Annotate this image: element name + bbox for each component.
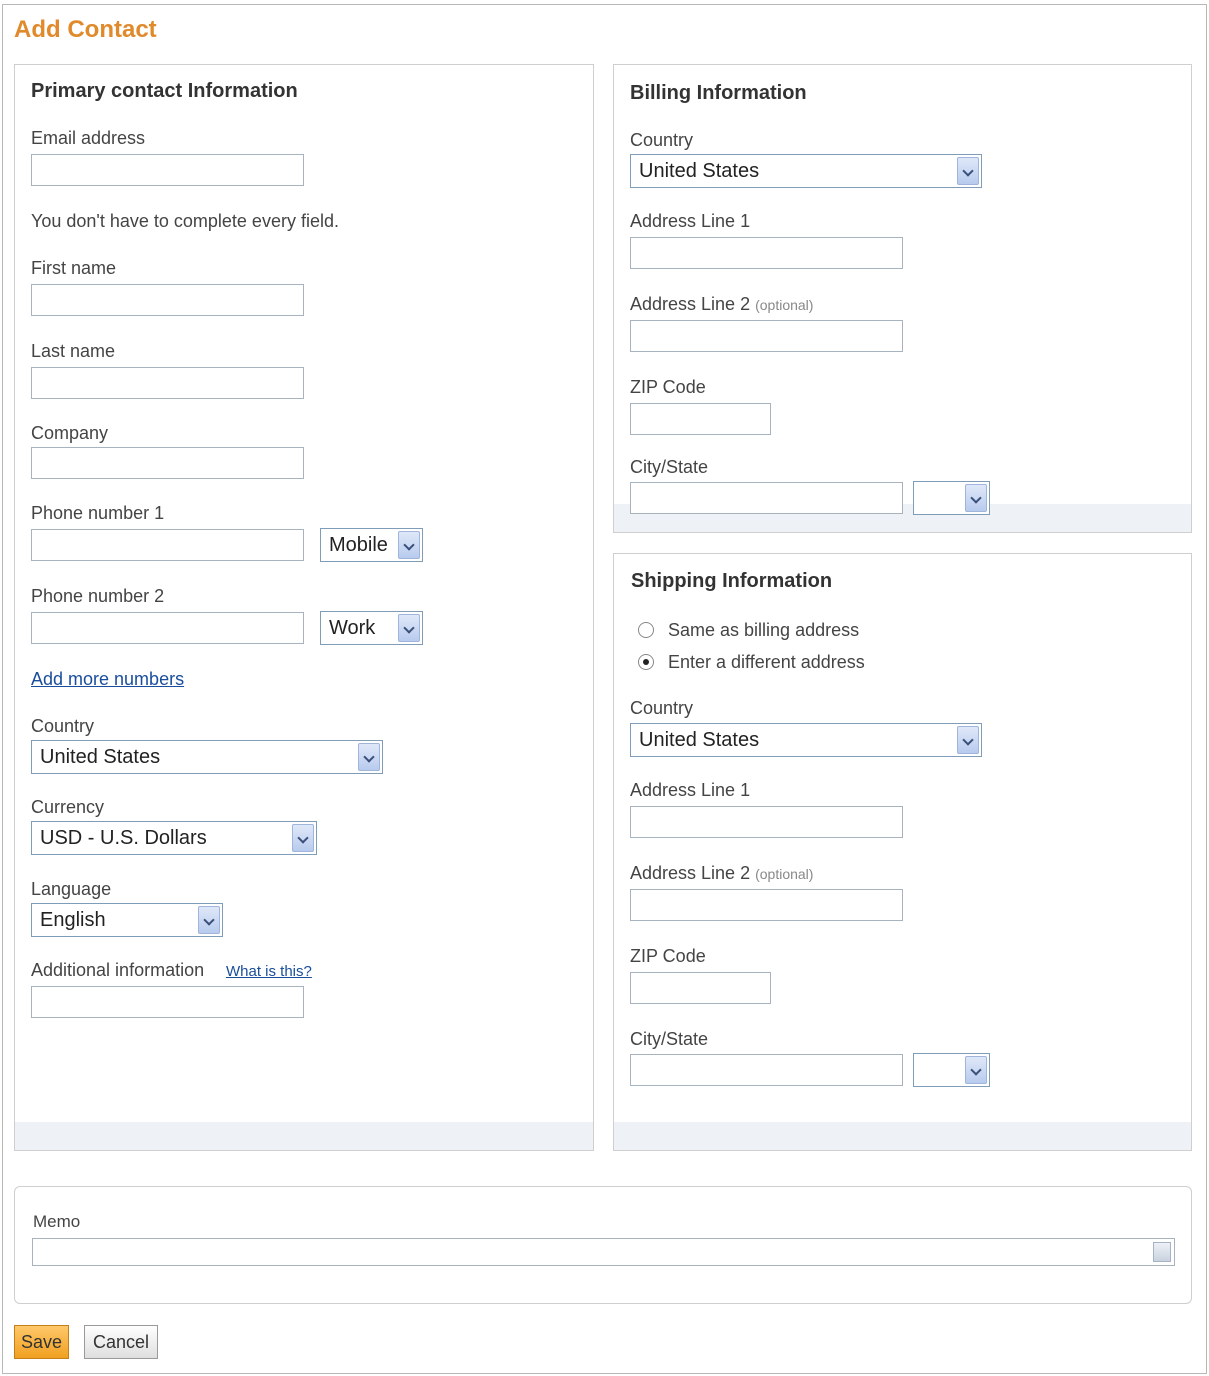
currency-label: Currency [31,797,105,817]
different-address-radio[interactable] [638,654,654,670]
phone1-type-select[interactable] [320,528,423,562]
shipping-address2-label [630,863,813,884]
shipping-city-field[interactable] [630,1054,903,1086]
first-name-label: First name [31,258,117,278]
phone2-label: Phone number 2 [31,586,165,606]
save-button[interactable]: Save [14,1325,69,1359]
different-address-label: Enter a different address [668,652,865,672]
country-select[interactable] [31,740,383,774]
primary-contact-heading: Primary contact Information [31,80,298,102]
cancel-button[interactable]: Cancel [84,1325,158,1359]
shipping-country-value: United States [639,729,760,751]
shipping-address1-label: Address Line 1 [630,780,751,800]
phone2-type-select[interactable] [320,611,423,645]
shipping-zip-field[interactable] [630,972,771,1004]
page-title: Add Contact [14,16,157,43]
billing-address2-label [630,294,813,315]
billing-zip-field[interactable] [630,403,771,435]
scroll-spinner-icon[interactable] [1153,1242,1171,1262]
billing-address2-text: Address Line 2 [630,294,751,314]
chevron-down-icon[interactable] [957,157,979,185]
shipping-address2-text: Address Line 2 [630,863,751,883]
email-label: Email address [31,128,146,148]
billing-city-field[interactable] [630,482,903,514]
last-name-label: Last name [31,341,116,361]
memo-field[interactable] [32,1238,1175,1266]
optional-tag: (optional) [755,297,814,313]
chevron-down-icon[interactable] [398,531,420,559]
country-value: United States [40,746,161,768]
currency-select[interactable] [31,821,317,855]
company-label: Company [31,423,109,443]
billing-country-select[interactable] [630,154,982,188]
email-field[interactable] [31,154,304,186]
chevron-down-icon[interactable] [398,614,420,642]
billing-state-select[interactable] [913,481,990,515]
panel-footer [614,1122,1191,1150]
billing-country-label: Country [630,130,694,150]
shipping-country-select[interactable] [630,723,982,757]
language-label: Language [31,879,112,899]
phone1-label: Phone number 1 [31,503,165,523]
phone1-type-value: Mobile [329,534,388,556]
phone1-field[interactable] [31,529,304,561]
panel-footer [15,1122,593,1150]
shipping-address2-field[interactable] [630,889,903,921]
chevron-down-icon[interactable] [965,1056,987,1084]
billing-address2-field[interactable] [630,320,903,352]
chevron-down-icon[interactable] [965,484,987,512]
billing-country-value: United States [639,160,760,182]
shipping-address1-field[interactable] [630,806,903,838]
additional-info-label: Additional information [31,960,205,980]
company-field[interactable] [31,447,304,479]
optional-tag: (optional) [755,866,814,882]
billing-zip-label: ZIP Code [630,377,706,397]
additional-info-field[interactable] [31,986,304,1018]
chevron-down-icon[interactable] [198,906,220,934]
optional-fields-note: You don't have to complete every field. [31,211,339,231]
add-more-numbers-link[interactable]: Add more numbers [31,669,185,689]
language-select[interactable] [31,903,223,937]
billing-heading: Billing Information [630,82,807,104]
same-as-billing-label: Same as billing address [668,620,860,640]
last-name-field[interactable] [31,367,304,399]
country-label: Country [31,716,95,736]
language-value: English [40,909,106,931]
currency-value: USD - U.S. Dollars [40,827,207,849]
shipping-city-state-label: City/State [630,1029,709,1049]
shipping-heading: Shipping Information [631,570,833,592]
what-is-this-link[interactable]: What is this? [226,963,312,980]
memo-label: Memo [33,1212,81,1231]
shipping-zip-label: ZIP Code [630,946,706,966]
billing-address1-field[interactable] [630,237,903,269]
billing-address1-label: Address Line 1 [630,211,751,231]
same-as-billing-radio[interactable] [638,622,654,638]
first-name-field[interactable] [31,284,304,316]
chevron-down-icon[interactable] [957,726,979,754]
shipping-country-label: Country [630,698,694,718]
phone2-field[interactable] [31,612,304,644]
phone2-type-value: Work [329,617,376,639]
chevron-down-icon[interactable] [292,824,314,852]
chevron-down-icon[interactable] [358,743,380,771]
billing-city-state-label: City/State [630,457,709,477]
shipping-state-select[interactable] [913,1053,990,1087]
